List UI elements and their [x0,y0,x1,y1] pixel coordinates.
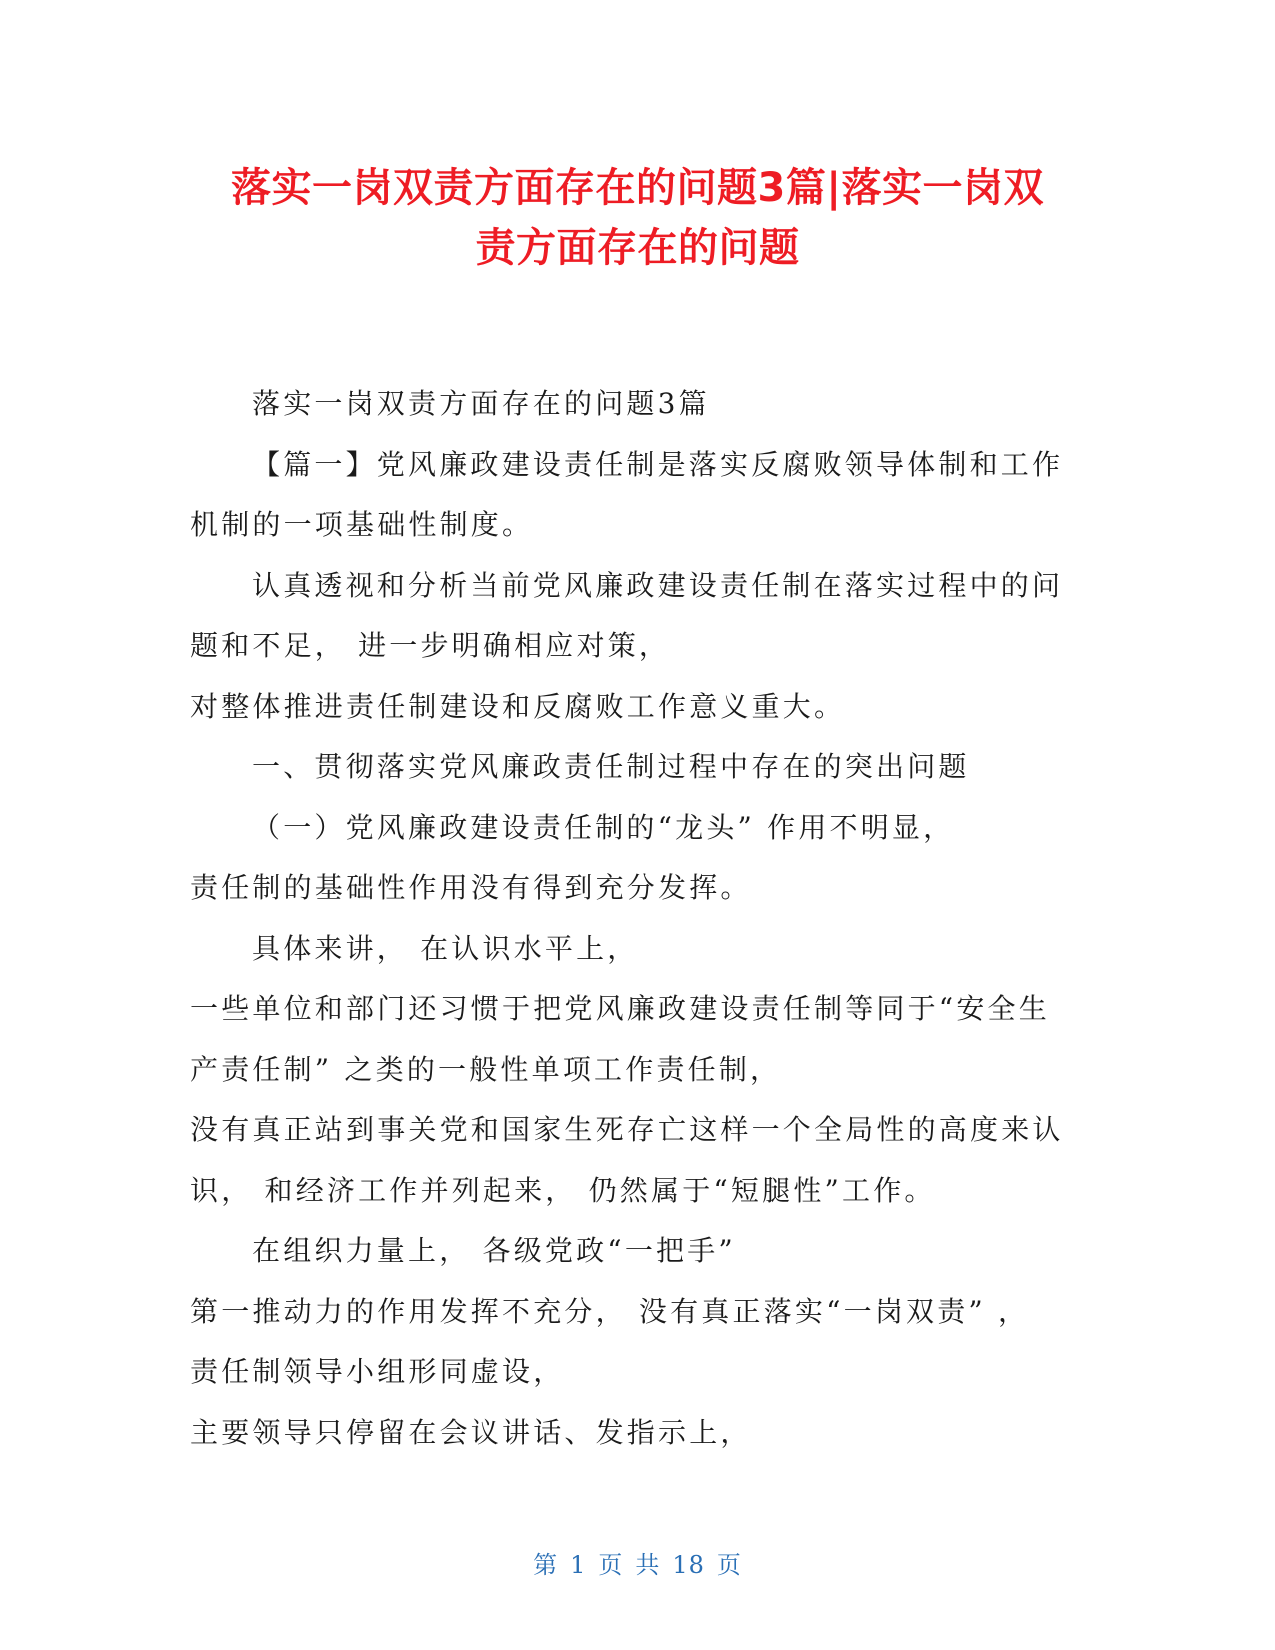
body-line: 产责任制” 之类的一般性单项工作责任制， [190,1052,782,1086]
footer-total-pages: 18 [672,1551,705,1579]
body-line: 一些单位和部门还习惯于把党风廉政建设责任制等同于“安全生 [190,992,1050,1025]
body-line: 第一推动力的作用发挥不充分， 没有真正落实“一岗双责” ， [190,1294,1030,1328]
body-line: 主要领导只停留在会议讲话、发指示上， [190,1415,752,1449]
footer-word: 页 [716,1551,742,1579]
body-line: （一）党风廉政建设责任制的“龙头” 作用不明显， [252,810,955,844]
body-line: 【篇一】党风廉政建设责任制是落实反腐败领导体制和工作 [252,447,1064,481]
body-line: 落实一岗双责方面存在的问题3篇 [252,387,710,420]
footer-word: 页 [598,1551,624,1579]
body-line: 在组织力量上， 各级党政“一把手” [252,1234,736,1267]
body-line: 识， 和经济工作并列起来， 仍然属于“短腿性”工作。 [190,1173,936,1207]
body-line: 责任制领导小组形同虚设， [190,1355,565,1388]
body-line: 机制的一项基础性制度。 [190,508,534,541]
document-body [190,374,1070,1463]
title-line-2: 责方面存在的问题 [475,225,800,271]
body-line: 具体来讲， 在认识水平上， [252,931,639,965]
title-line-1: 落实一岗双责方面存在的问题3篇|落实一岗双 [231,165,1044,211]
footer-word: 第 [533,1551,559,1579]
body-line: 题和不足， 进一步明确相应对策， [190,629,671,662]
body-line: 认真透视和分析当前党风廉政建设责任制在落实过程中的问 [252,568,1064,602]
document-title [170,158,1105,278]
footer-word: 共 [635,1551,661,1579]
body-line: 一、贯彻落实党风廉政责任制过程中存在的突出问题 [252,750,970,783]
footer-page-number: 1 [570,1551,587,1579]
page-footer [0,1545,1275,1580]
body-line: 没有真正站到事关党和国家生死存亡这样一个全局性的高度来认 [190,1113,1064,1146]
body-line: 责任制的基础性作用没有得到充分发挥。 [190,871,752,904]
body-line: 对整体推进责任制建设和反腐败工作意义重大。 [190,689,846,723]
